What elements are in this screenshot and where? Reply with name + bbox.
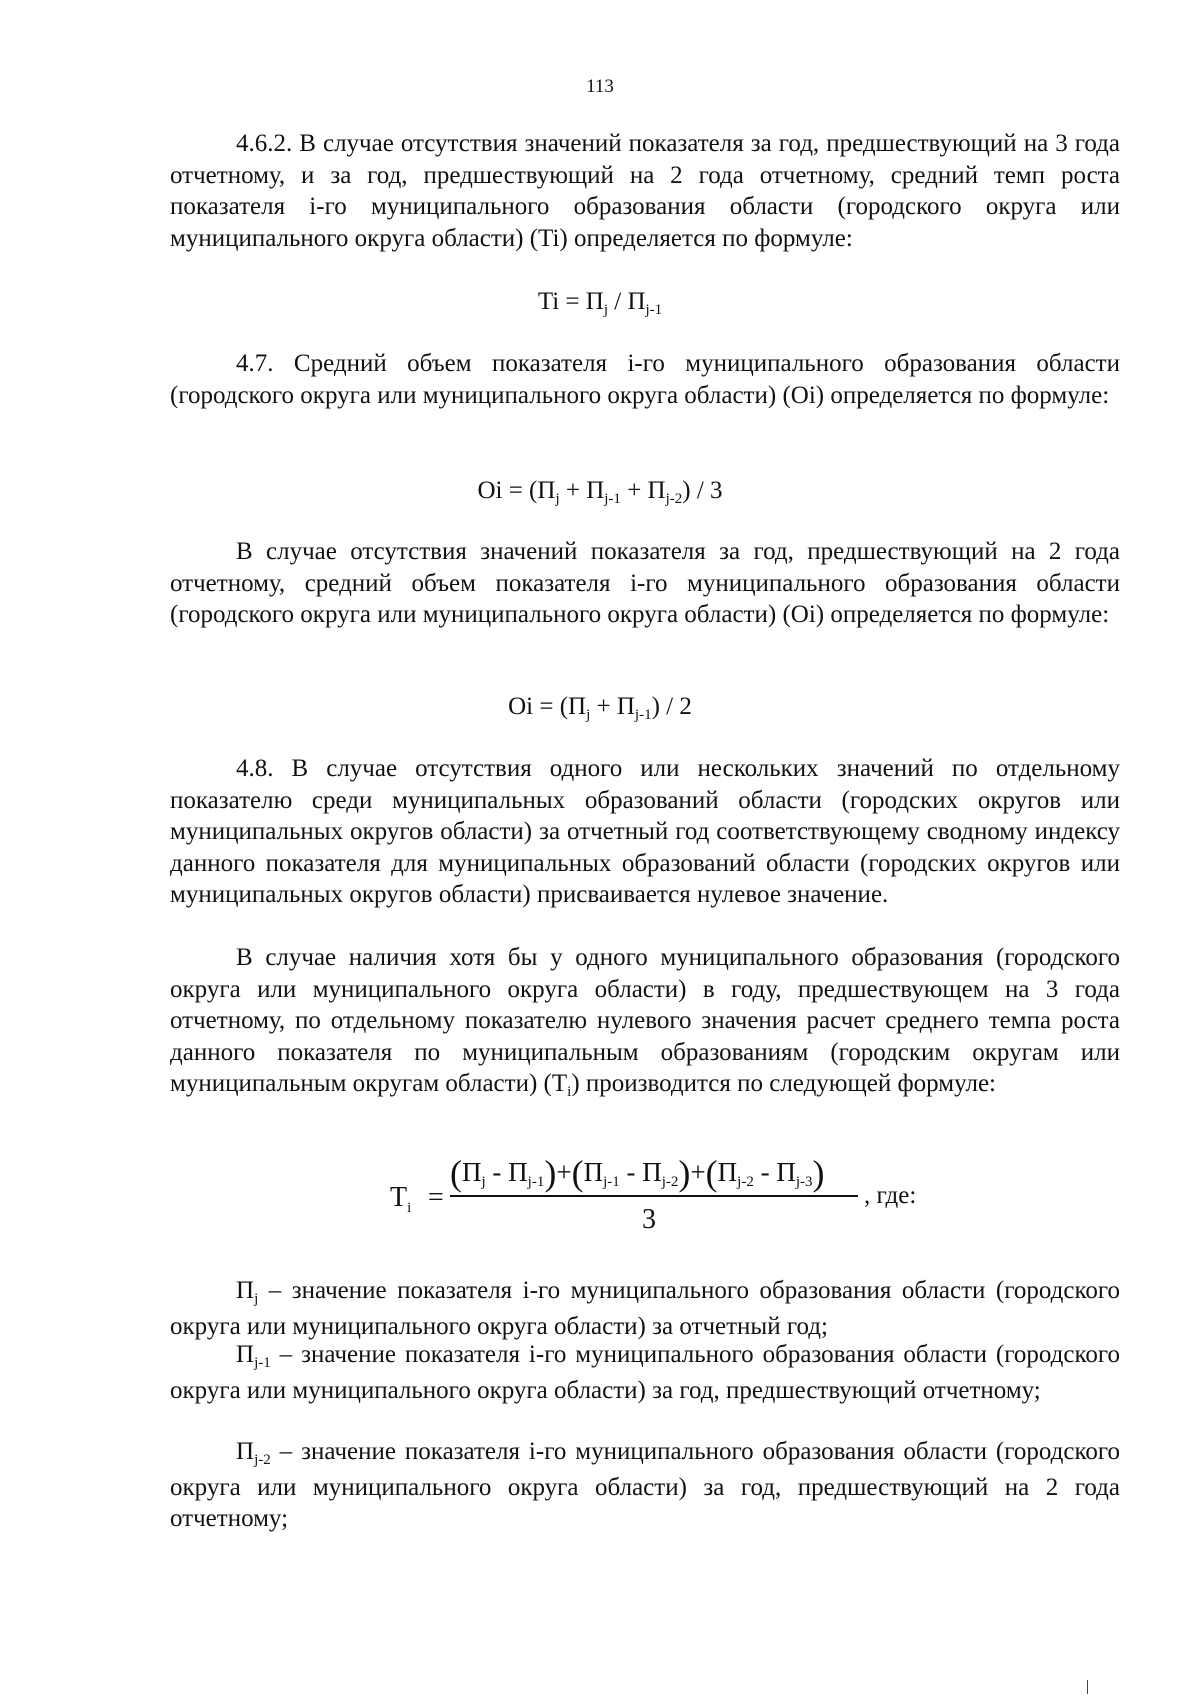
paragraph-zero-value: В случае наличия хотя бы у одного муниципального образования (городского округа или муниципального округа области) в году, предшествующем на 3 года отчетному, по отдельному показателю нулевого значения расчет среднего темпа роста данного показателя по муниципальным образованиям (городским округам или муниципальным округам области) $(T_i)$ производится по следующей формуле: [170,944,1120,1100]
definition-pj-1: $П_{j-1}$ – значение показателя i-го муниципального образования области (городского округа или муниципального округа области) за год, предшествующий отчетному; [170,1341,1120,1404]
paragraph-4-6-2: 4.6.2. В случае отсутствия значений показателя за год, предшествующий на 3 года отчетному, и за год, предшествующий на 2 года отчетному, средний темп роста показателя i-го муниципального образования области (городского округа или муниципального округа области) (Ti) определяется по формуле: [170,130,1120,252]
formula-lhs: $T_i$ [390,1182,412,1216]
formula-tail: , где: [864,1182,917,1209]
formula-denominator: 3 [642,1204,656,1235]
paragraph-oi-case: В случае отсутствия значений показателя за год, предшествующий на 2 года отчетному, средний объем показателя i-го муниципального образования области (городского округа или муниципального округа области) (Oi) определяется по формуле: [170,538,1120,628]
formula-ti: $Ti = П_j / П_{j-1}$ [537,288,663,318]
scan-mark [1087,1680,1088,1694]
formula-equals: = [428,1182,444,1213]
page-number: 113 [586,76,614,97]
formula-numerator: (Пj - Пj-1)+(Пj-1 - Пj-2)+(Пj-2 - Пj-3) [450,1153,825,1193]
definition-pj-2: $П_{j-2}$ – значение показателя i-го муниципального образования области (городского округа или муниципального округа области) за год, предшествующий на 2 года отчетному; [170,1438,1120,1532]
formula-ti-fraction [390,1152,950,1252]
fraction-bar [450,1195,858,1197]
formula-oi-2: $Oi = (П_j + П_{j-1}) / 2$ [508,693,692,723]
paragraph-4-7: 4.7. Средний объем показателя i-го муниципального образования области (городского округа или муниципального округа области) (Oi) определяется по формуле: [170,350,1120,409]
formula-oi-3: $Oi = (П_j + П_{j-1} + П_{j-2}) / 3$ [477,477,723,507]
definition-pj: $П_j$ – значение показателя i-го муниципального образования области (городского округа или муниципального округа области) за отчетный год; [170,1277,1120,1340]
paragraph-4-8: 4.8. В случае отсутствия одного или нескольких значений по отдельному показателю среди муниципальных образований области (городских округов или муниципальных округов области) за отчетный год соответствующему сводному индексу данного показателя для муниципальных образований области (городских округов или муниципальных округов области) присваивается нулевое значение. [170,755,1120,908]
